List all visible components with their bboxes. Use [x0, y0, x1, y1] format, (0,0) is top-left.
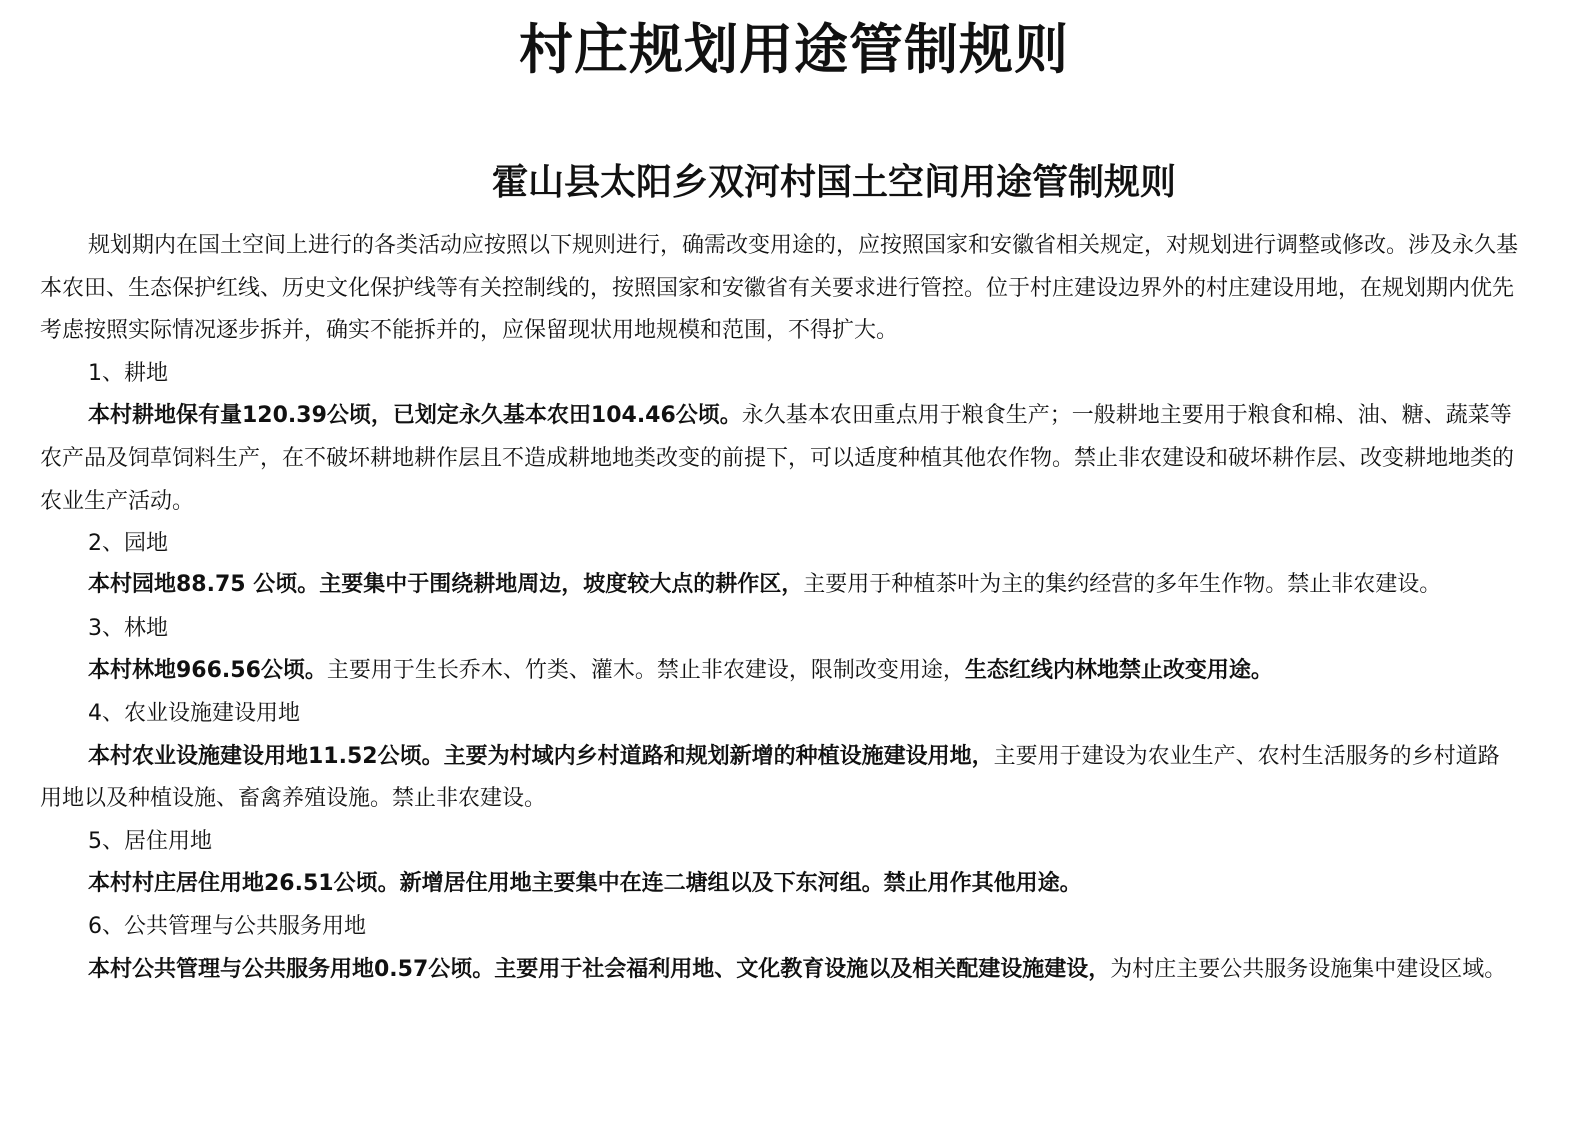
section-bold-text: 本村农业设施建设用地11.52公顷。主要为村域内乡村道路和规划新增的种植设施建设用地，	[88, 743, 994, 769]
section-bold-text: 本村村庄居住用地26.51公顷。新增居住用地主要集中在连二塘组以及下东河组。禁止用作其他用途。	[88, 871, 1082, 897]
section-body-forest-land	[40, 650, 1520, 693]
section-body-garden-land	[40, 566, 1520, 608]
document-subtitle: 霍山县太阳乡双河村国土空间用途管制规则	[491, 162, 1176, 203]
page-title: 村庄规划用途管制规则	[519, 18, 1069, 81]
section-heading-agri-facility-land: 4、农业设施建设用地	[88, 700, 300, 726]
section-heading-garden-land: 2、园地	[88, 531, 168, 557]
section-bold-text: 本村公共管理与公共服务用地0.57公顷。主要用于社会福利用地、文化教育设施以及相关配建设施建设，	[88, 956, 1111, 982]
document-body	[40, 225, 1520, 991]
section-body-cultivated-land	[40, 395, 1520, 523]
section-plain-text: 主要用于建设为农业生产、农村生活服务的乡村道路用地以及种植设施、畜禽养殖设施。禁止非农建设。	[40, 743, 1500, 812]
section-heading-cultivated-land: 1、耕地	[88, 360, 168, 386]
section-bold-text: 本村林地966.56公顷。	[88, 658, 327, 684]
section-plain-text: 永久基本农田重点用于粮食生产；一般耕地主要用于粮食和棉、油、糖、蔬菜等农产品及饲草饲料生产，在不破坏耕地耕作层且不造成耕地地类改变的前提下，可以适度种植其他农作物。禁止非农建设和破坏耕作层、改变耕地地类的农业生产活动。	[40, 403, 1515, 514]
section-heading-residential-land: 5、居住用地	[88, 828, 212, 854]
section-bold-text: 本村园地88.75 公顷。主要集中于围绕耕地周边，坡度较大点的耕作区，	[88, 571, 804, 597]
section-body-public-service-land	[40, 949, 1520, 992]
section-plain-text: 主要用于种植茶叶为主的集约经营的多年生作物。禁止非农建设。	[803, 571, 1442, 597]
section-plain-text: 主要用于生长乔木、竹类、灌木。禁止非农建设，限制改变用途，	[326, 658, 965, 684]
section-heading-forest-land: 3、林地	[88, 615, 168, 641]
section-heading-public-service-land: 6、公共管理与公共服务用地	[88, 913, 366, 939]
section-bold-text-2: 生态红线内林地禁止改变用途。	[964, 658, 1273, 684]
section-plain-text: 为村庄主要公共服务设施集中建设区域。	[1110, 956, 1507, 982]
section-body-agri-facility-land	[40, 736, 1520, 821]
section-bold-text: 本村耕地保有量120.39公顷，已划定永久基本农田104.46公顷。	[88, 403, 742, 429]
intro-paragraph: 规划期内在国土空间上进行的各类活动应按照以下规则进行，确需改变用途的，应按照国家和安徽省相关规定，对规划进行调整或修改。涉及永久基本农田、生态保护红线、历史文化保护线等有关控制线的，按照国家和安徽省有关要求进行管控。位于村庄建设边界外的村庄建设用地，在规划期内优先考虑按照实际情况逐步拆并，确实不能拆并的，应保留现状用地规模和范围，不得扩大。	[40, 233, 1519, 344]
section-body-residential-land	[40, 863, 1520, 906]
